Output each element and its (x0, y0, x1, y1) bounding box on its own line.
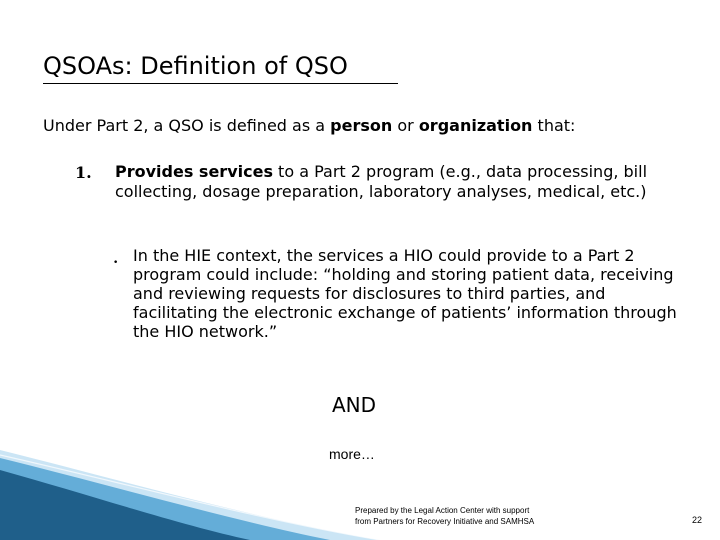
item-number: 1. (75, 163, 92, 182)
title-underline (43, 83, 398, 84)
sub-bullet-marker: • (113, 258, 119, 268)
intro-text (43, 115, 575, 137)
footer-credit-line2: from Partners for Recovery Initiative and SAMHSA (355, 517, 535, 526)
footer-credit (355, 505, 534, 527)
intro-term-person: person (330, 116, 393, 135)
slide-title: QSOAs: Definition of QSO (43, 52, 348, 80)
item-lead: Provides services (115, 162, 273, 181)
more-link: more… (329, 446, 375, 462)
item-text (115, 162, 715, 202)
sub-bullet-text: In the HIE context, the services a HIO could provide to a Part 2 program could include: “holding and storing patient data, receiving and reviewing requests for disclosures to third parties, and facilitating the electronic exchange of patients’ information through the HIO network.” (133, 246, 677, 341)
intro-term-organization: organization (418, 116, 533, 135)
page-number: 22 (692, 515, 703, 525)
and-label: AND (332, 393, 377, 417)
intro-before: Under Part 2, a QSO is defined as a (43, 116, 331, 135)
intro-after: that: (532, 116, 576, 135)
intro-middle: or (392, 116, 419, 135)
footer-credit-line1: Prepared by the Legal Action Center with support (355, 506, 530, 515)
item-body: to a Part 2 program (e.g., data processing, bill collecting, dosage preparation, laboratory analyses, medical, etc.) (115, 162, 648, 201)
